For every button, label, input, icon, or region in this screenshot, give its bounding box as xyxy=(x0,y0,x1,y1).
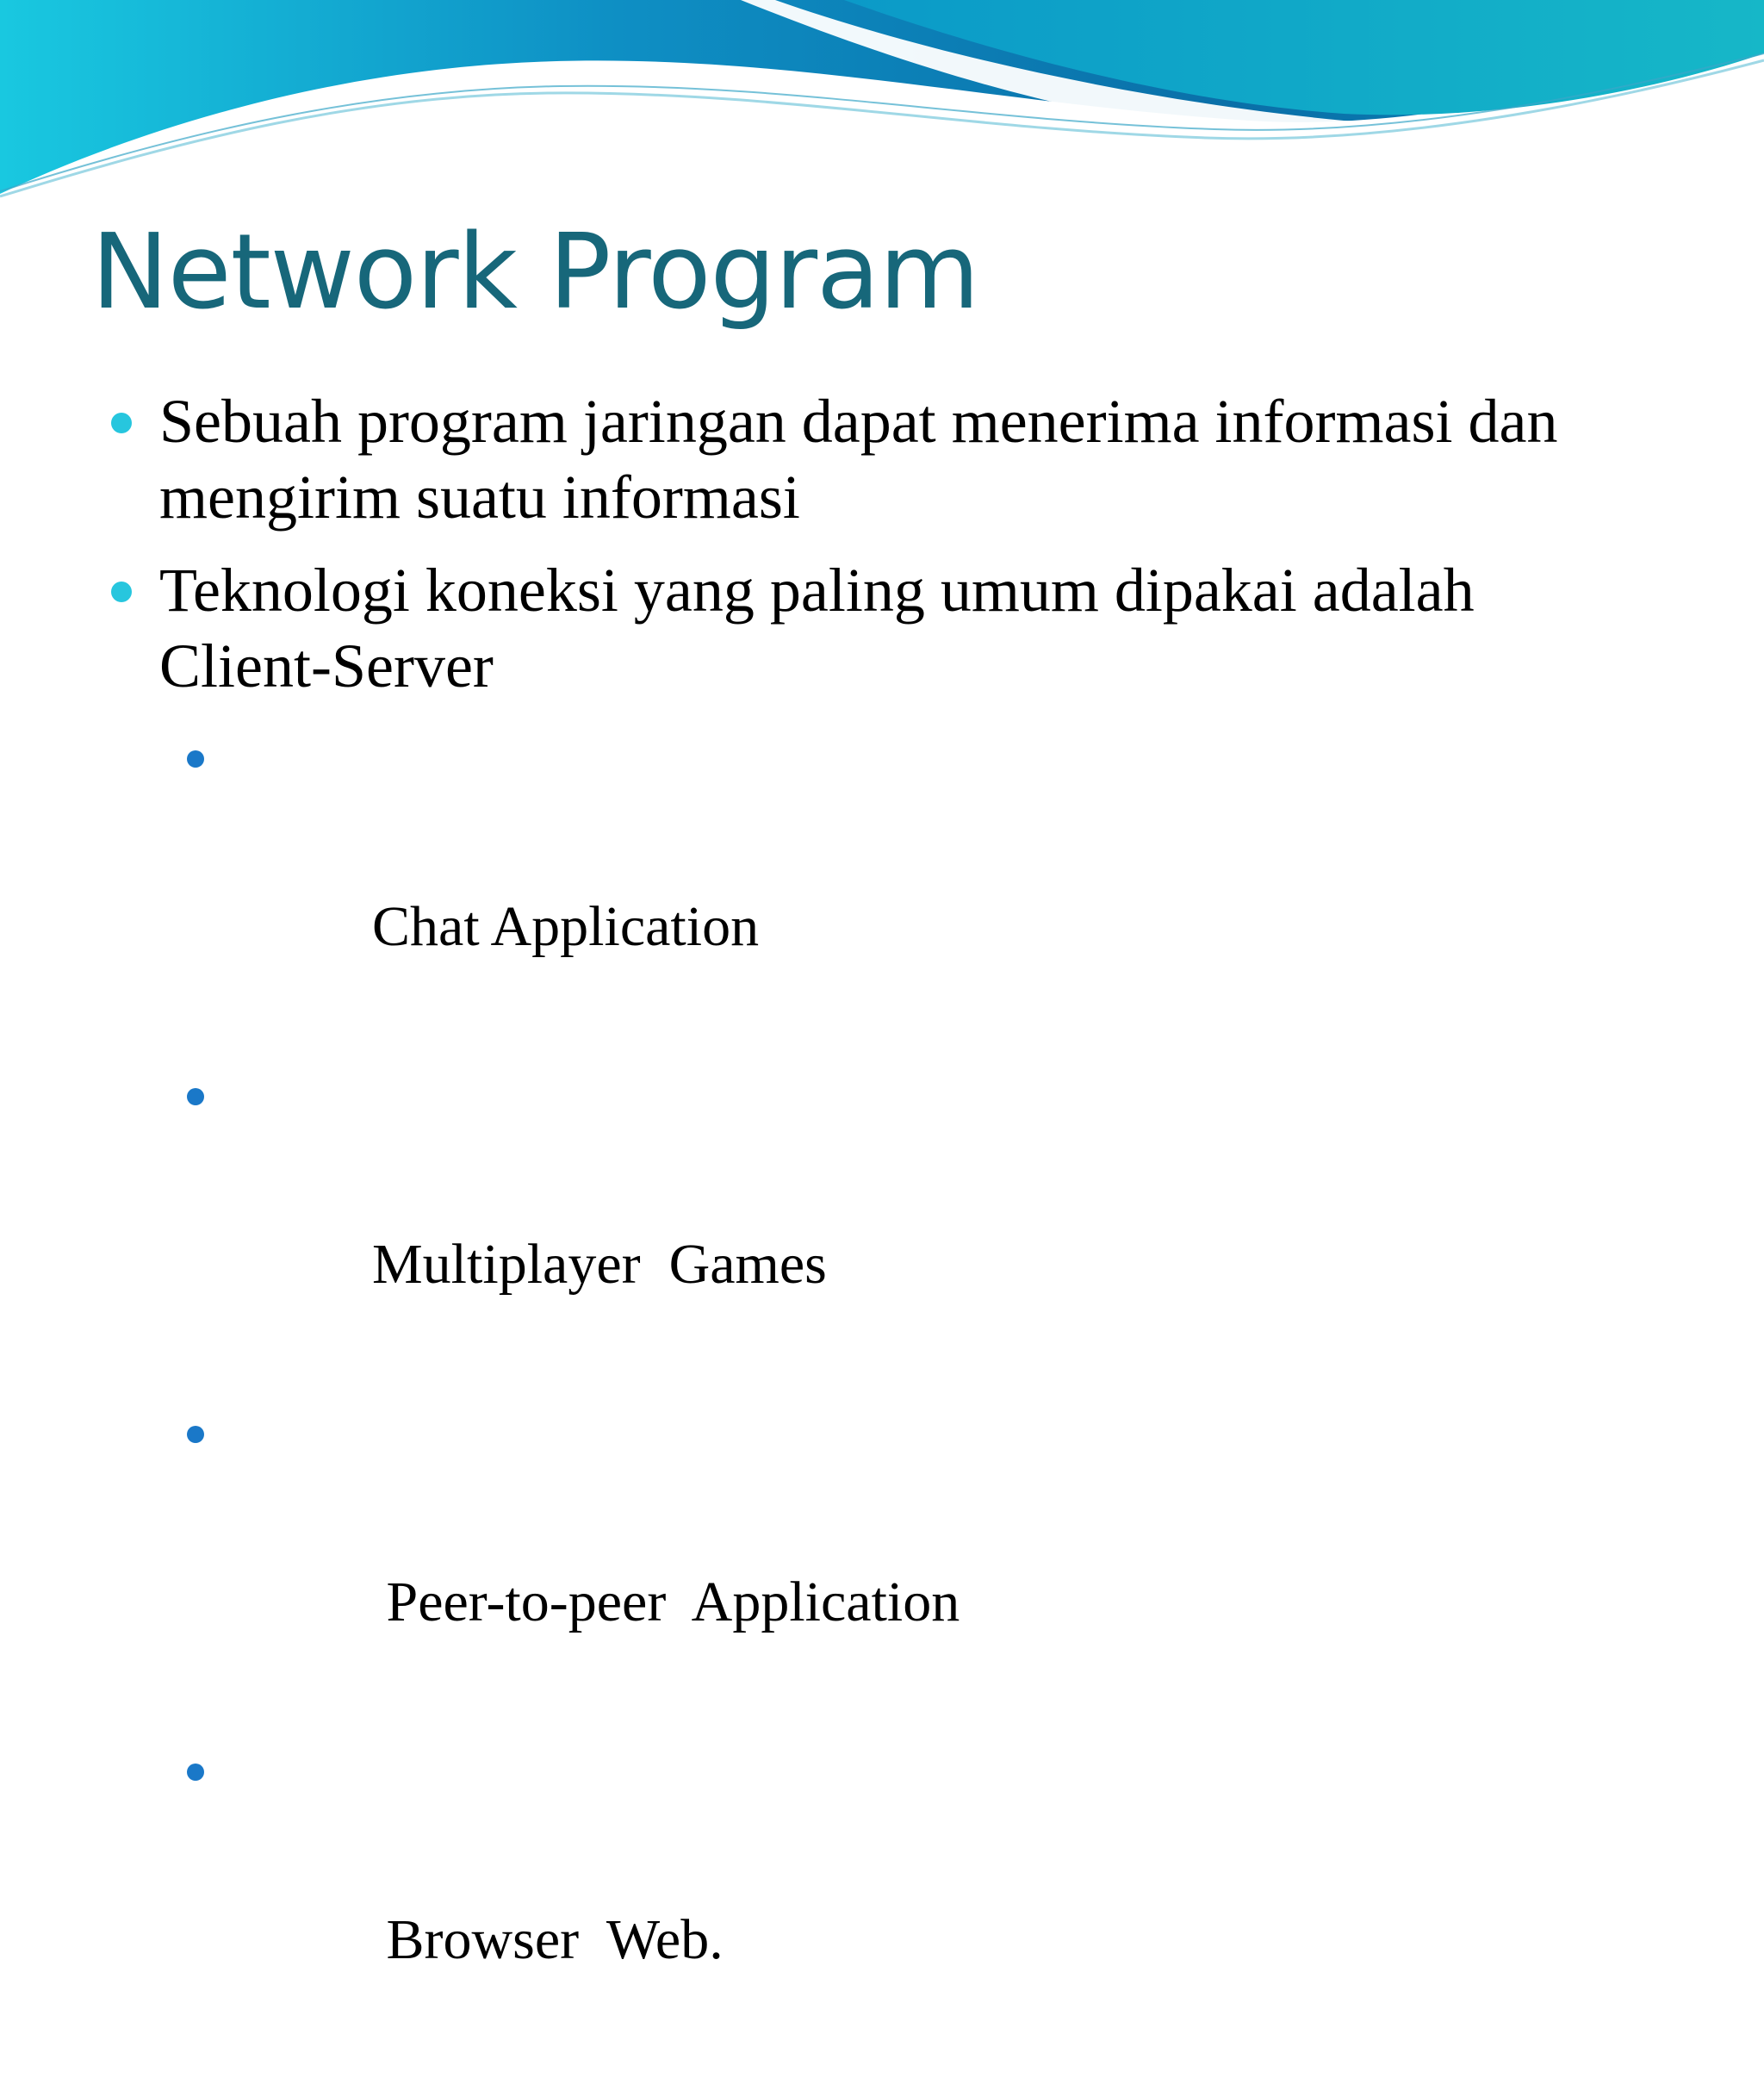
sub-bullet-text: Peer-to-peer Application xyxy=(372,1571,960,1633)
sub-bullet-text: Multiplayer Games xyxy=(372,1233,827,1296)
bullet-list xyxy=(159,383,1641,2084)
sub-bullet-list xyxy=(159,716,1641,2067)
bullet-item xyxy=(159,552,1641,2067)
sub-bullet-dot-icon xyxy=(187,1426,204,1443)
sub-bullet-item xyxy=(159,1054,1641,1391)
header-wave-decoration xyxy=(0,0,1764,207)
sub-bullet-dot-icon xyxy=(187,750,204,768)
sub-bullet-item xyxy=(159,1729,1641,2067)
sub-bullet-text: Browser Web. xyxy=(372,1908,724,1971)
slide-title: Network Program xyxy=(91,213,979,333)
bullet-text: Teknologi koneksi yang paling umum dipakai adalah Client-Server xyxy=(159,556,1475,700)
bullet-item xyxy=(159,383,1641,535)
sub-bullet-dot-icon xyxy=(187,1088,204,1105)
bullet-text: Sebuah program jaringan dapat menerima informasi dan mengirim suatu informasi xyxy=(159,387,1558,532)
sub-bullet-text: Chat Application xyxy=(372,895,760,958)
bullet-dot-icon xyxy=(111,413,132,433)
sub-bullet-item xyxy=(159,1391,1641,1729)
sub-bullet-item xyxy=(159,716,1641,1054)
bullet-dot-icon xyxy=(111,582,132,602)
sub-bullet-dot-icon xyxy=(187,1764,204,1781)
